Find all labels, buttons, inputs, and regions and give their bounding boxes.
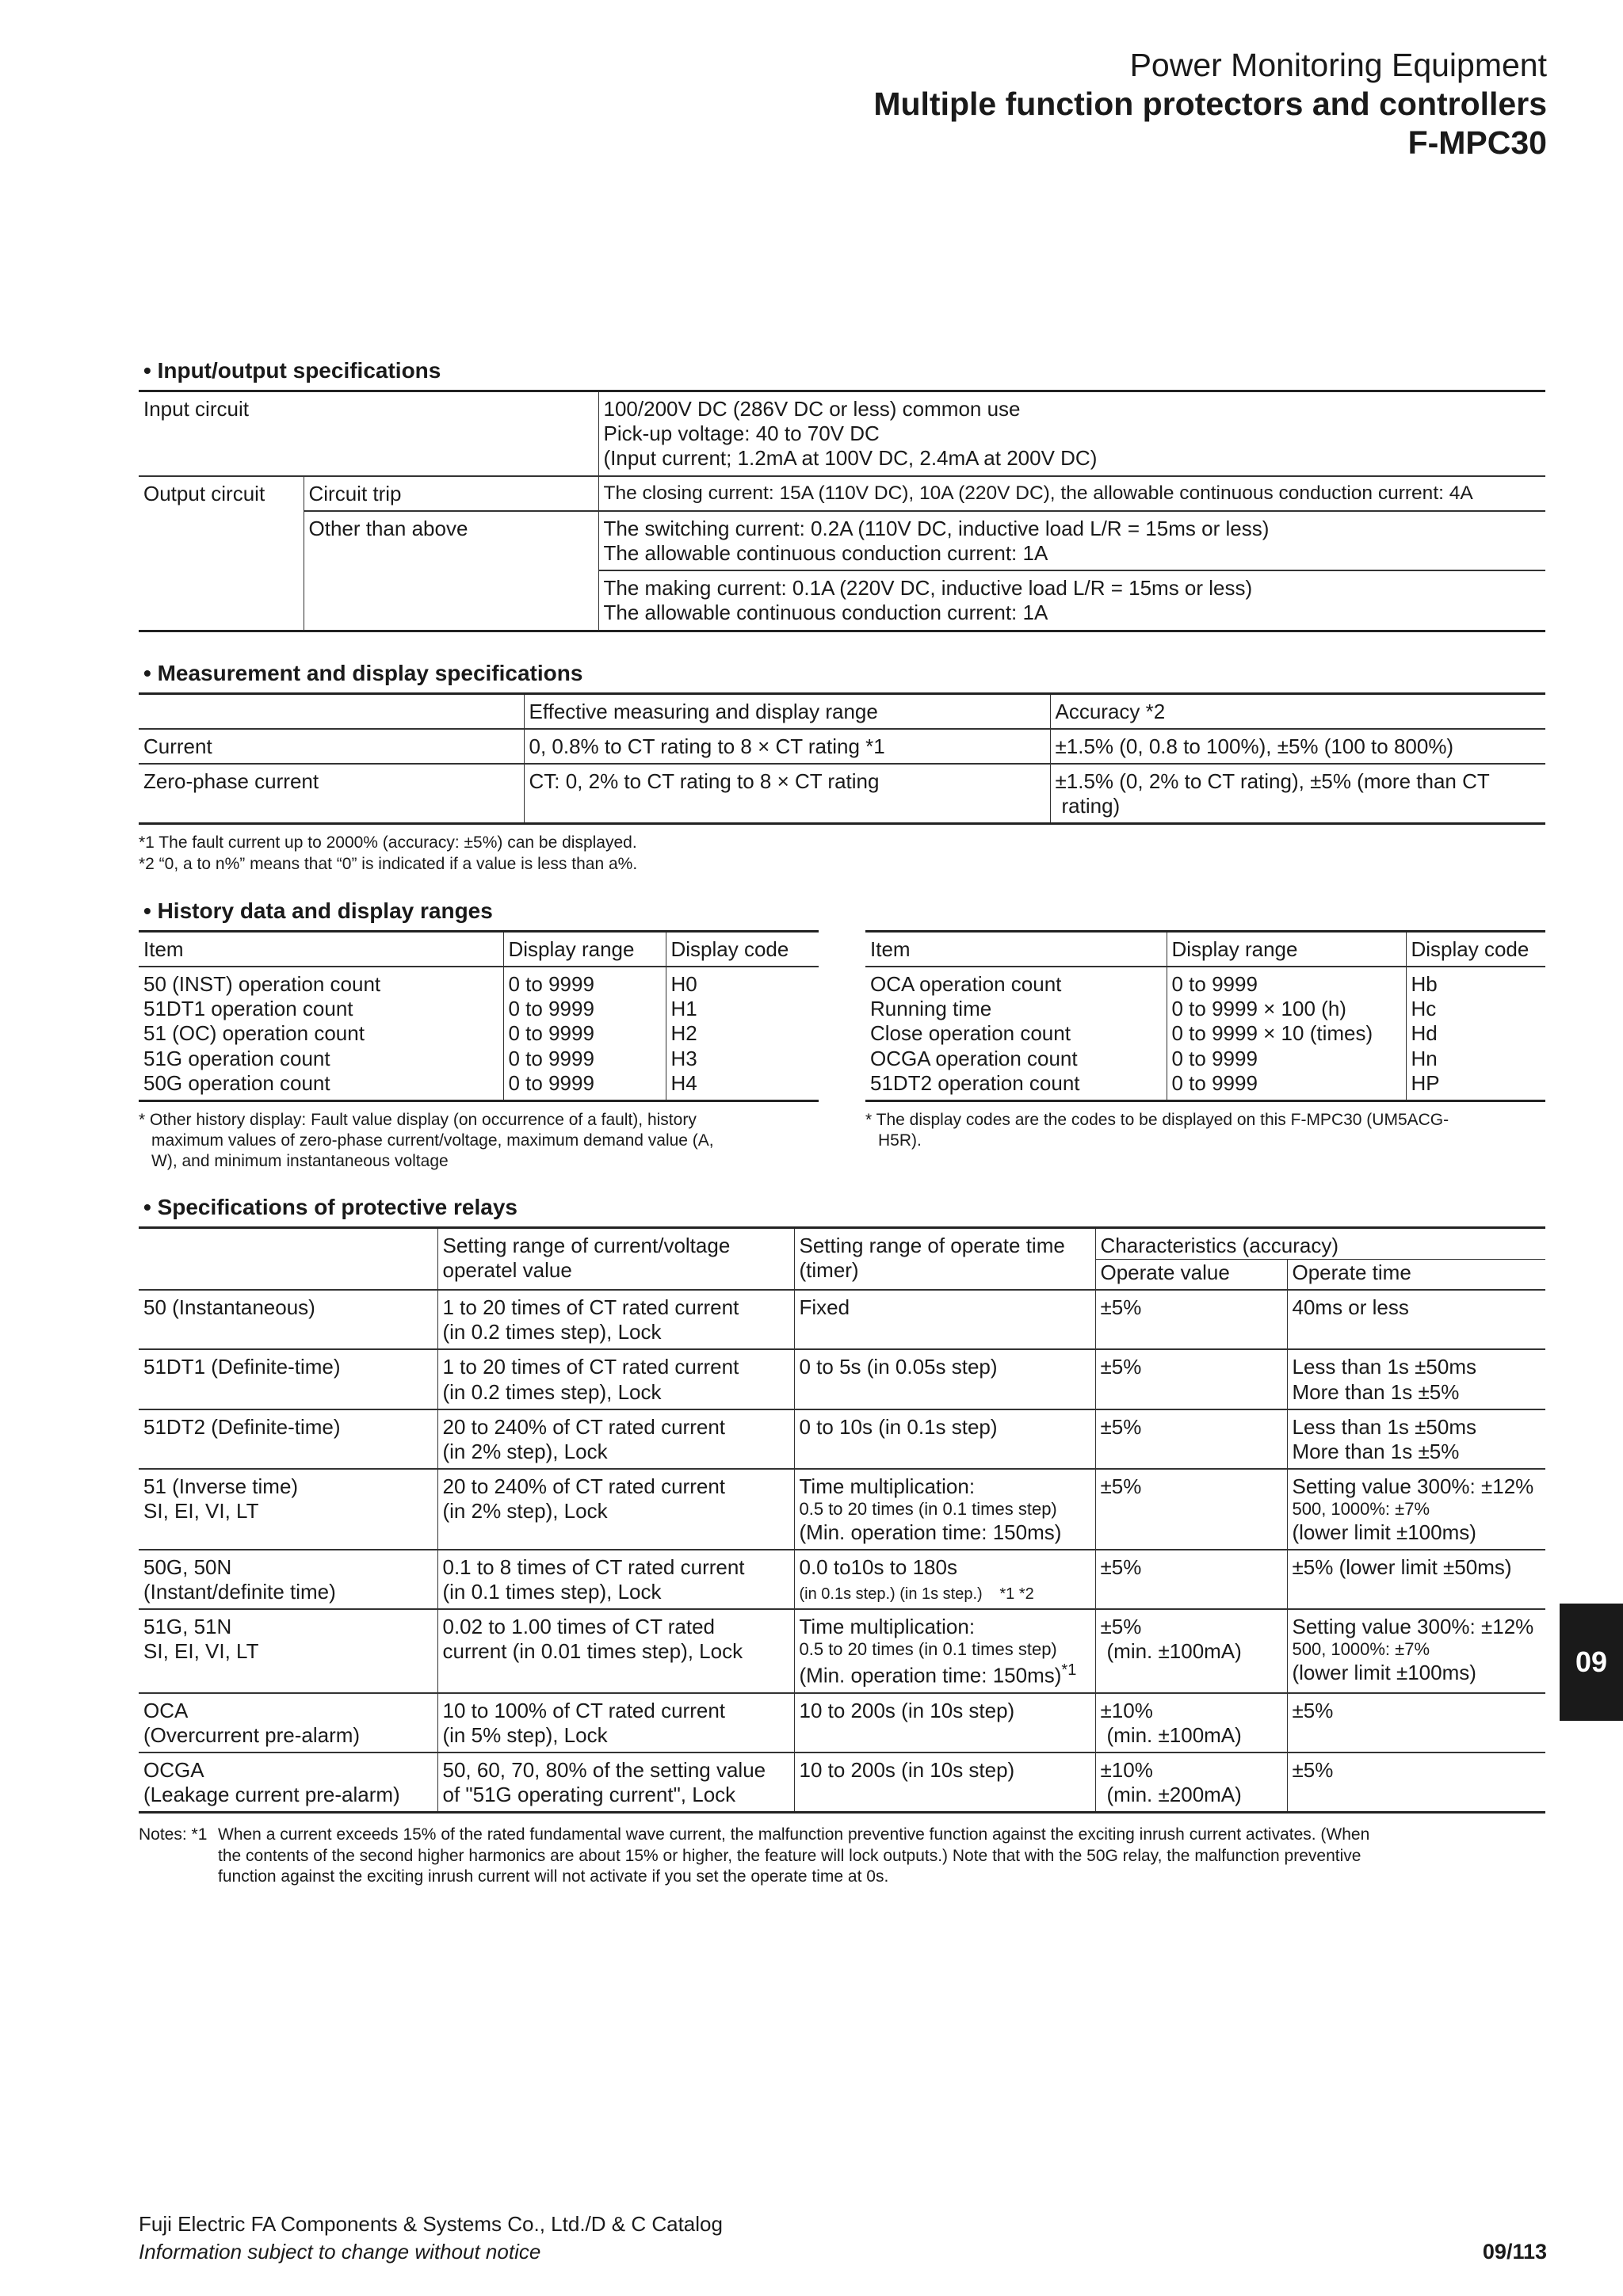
hist-ranges: 0 to 9999 0 to 9999 0 to 9999 0 to 9999 0 to 9999 bbox=[503, 967, 666, 1100]
hist-codes: Hb Hc Hd Hn HP bbox=[1406, 967, 1545, 1100]
io-section-title: • Input/output specifications bbox=[143, 358, 441, 383]
meas-table bbox=[139, 692, 1545, 826]
table-row: 50 (Instantaneous) 1 to 20 times of CT rated current (in 0.2 times step), Lock Fixed ±5% 40ms or less bbox=[139, 1290, 1545, 1349]
hist-col-range: Display range bbox=[1167, 931, 1406, 967]
hist-section-title: • History data and display ranges bbox=[143, 898, 493, 923]
io-output-label: Output circuit bbox=[143, 481, 265, 505]
io-input-label: Input circuit bbox=[143, 397, 249, 421]
meas-accuracy: ±1.5% (0, 0.8 to 100%), ±5% (100 to 800%) bbox=[1050, 729, 1545, 764]
meas-range: 0, 0.8% to CT rating to 8 × CT rating *1 bbox=[524, 729, 1050, 764]
io-trip-value: The closing current: 15A (110V DC), 10A (220V DC), the allowable continuous conduction current: 4A bbox=[598, 476, 1545, 511]
meas-notes: *1 The fault current up to 2000% (accuracy: ±5%) can be displayed. *2 “0, a to n%” means that “0” is indicated if a value is less than a%. bbox=[139, 833, 638, 873]
hist-codes: H0 H1 H2 H3 H4 bbox=[666, 967, 819, 1100]
chapter-tab: 09 bbox=[1560, 1604, 1623, 1721]
header-category: Power Monitoring Equipment bbox=[1129, 47, 1547, 83]
hist-note-right: * The display codes are the codes to be displayed on this F-MPC30 (UM5ACG- H5R). bbox=[865, 1110, 1449, 1150]
hist-table-right bbox=[865, 930, 1545, 1102]
io-other-label: Other than above bbox=[304, 511, 598, 631]
prot-col-setting: Setting range of current/voltage operatel value bbox=[437, 1227, 794, 1290]
header-title: Multiple function protectors and controllers bbox=[873, 86, 1547, 123]
hist-col-code: Display code bbox=[666, 931, 819, 967]
io-table bbox=[139, 390, 1545, 632]
hist-items: 50 (INST) operation count 51DT1 operation count 51 (OC) operation count 51G operation count 50G operation count bbox=[143, 971, 381, 1095]
hist-tables bbox=[139, 930, 1545, 1173]
prot-col-char: Characteristics (accuracy) bbox=[1095, 1227, 1545, 1259]
table-row: 51DT1 (Definite-time) 1 to 20 times of CT rated current (in 0.2 times step), Lock 0 to 5s (in 0.05s step) ±5% Less than 1s ±50ms More than 1s ±5% bbox=[139, 1349, 1545, 1409]
io-other-value-1: The switching current: 0.2A (110V DC, inductive load L/R = 15ms or less) The allowable continuous conduction current: 1A bbox=[598, 511, 1545, 570]
hist-col-item: Item bbox=[870, 936, 911, 961]
prot-section-title: • Specifications of protective relays bbox=[143, 1194, 517, 1219]
table-row: OCGA (Leakage current pre-alarm) 50, 60, 70, 80% of the setting value of "51G operating current", Lock 10 to 200s (in 10s step) ±10% (min. ±200mA) ±5% bbox=[139, 1753, 1545, 1813]
table-row: 50G, 50N (Instant/definite time) 0.1 to 8 times of CT rated current (in 0.1 times step), Lock 0.0 to10s to 180s (in 0.1s step.) (in 1s step.) *1 *2 ±5% ±5% (lower limit ±50ms) bbox=[139, 1550, 1545, 1609]
hist-items: OCA operation count Running time Close operation count OCGA operation count 51DT2 operation count bbox=[870, 971, 1080, 1095]
hist-col-range: Display range bbox=[503, 931, 666, 967]
header-model: F-MPC30 bbox=[1407, 124, 1547, 162]
hist-right bbox=[865, 930, 1545, 1173]
table-row: 51DT2 (Definite-time) 20 to 240% of CT rated current (in 2% step), Lock 0 to 10s (in 0.1s step) ±5% Less than 1s ±50ms More than 1s ±5% bbox=[139, 1409, 1545, 1469]
meas-col-range: Effective measuring and display range bbox=[524, 693, 1050, 729]
prot-table bbox=[139, 1226, 1545, 1814]
table-row: 51 (Inverse time) SI, EI, VI, LT 20 to 240% of CT rated current (in 2% step), Lock Time multiplication: 0.5 to 20 times (in 0.1 times step) (Min. operation time: 150ms) ±5% Setting value 300%: ±12% 500, 1000%: ±7% (lower limit ±100ms) bbox=[139, 1469, 1545, 1550]
hist-col-item: Item bbox=[143, 936, 184, 961]
table-row: 51G, 51N SI, EI, VI, LT 0.02 to 1.00 times of CT rated current (in 0.01 times step), Lock Time multiplication: 0.5 to 20 times (in 0.1 times step) (Min. operation time: 150ms)$^{*1}$ ±5% (min. ±100mA) Setting value 300%: ±12% 500, 1000%: ±7% (lower limit ±100ms) bbox=[139, 1609, 1545, 1692]
table-row: OCA (Overcurrent pre-alarm) 10 to 100% of CT rated current (in 5% step), Lock 10 to 200s (in 10s step) ±10% (min. ±100mA) ±5% bbox=[139, 1693, 1545, 1753]
io-input-value: 100/200V DC (286V DC or less) common use Pick-up voltage: 40 to 70V DC (Input current; 1.2mA at 100V DC, 2.4mA at 200V DC) bbox=[598, 391, 1545, 476]
meas-col-accuracy: Accuracy *2 bbox=[1050, 693, 1545, 729]
meas-section-title: • Measurement and display specifications bbox=[143, 660, 583, 685]
meas-range: CT: 0, 2% to CT rating to 8 × CT rating bbox=[524, 764, 1050, 824]
hist-table-left bbox=[139, 930, 819, 1102]
page-footer bbox=[139, 2210, 1547, 2266]
meas-item: Zero-phase current bbox=[143, 769, 319, 793]
meas-accuracy: ±1.5% (0, 2% to CT rating), ±5% (more than CT rating) bbox=[1050, 764, 1545, 824]
footer-company: Fuji Electric FA Components & Systems Co., Ltd./D & C Catalog bbox=[139, 2212, 723, 2236]
io-trip-label: Circuit trip bbox=[304, 476, 598, 511]
hist-note-left: * Other history display: Fault value display (on occurrence of a fault), history maximum values of zero-phase current/voltage, maximum demand value (A, W), and minimum instantaneous voltage bbox=[139, 1110, 714, 1171]
hist-ranges: 0 to 9999 0 to 9999 × 100 (h) 0 to 9999 × 10 (times) 0 to 9999 0 to 9999 bbox=[1167, 967, 1406, 1100]
hist-col-code: Display code bbox=[1406, 931, 1545, 967]
io-other-value-2: The making current: 0.1A (220V DC, inductive load L/R = 15ms or less) The allowable continuous conduction current: 1A bbox=[598, 570, 1545, 631]
meas-item: Current bbox=[143, 734, 212, 758]
page-content bbox=[139, 358, 1545, 1887]
prot-col-optime: Operate time bbox=[1287, 1259, 1545, 1290]
prot-col-time: Setting range of operate time (timer) bbox=[794, 1227, 1095, 1290]
page-header bbox=[873, 46, 1547, 163]
page-number: 09/113 bbox=[1482, 2239, 1547, 2264]
prot-notes: Notes: *1 When a current exceeds 15% of the rated fundamental wave current, the malfunction preventive function against the exciting inrush current activates. (When the contents of the second higher harmonics are about 15% or higher, the feature will lock outputs.) Note that with the 50G relay, the malfunction preventive function against the exciting inrush current will not activate if you set the operate time at 0s. bbox=[139, 1825, 1370, 1886]
footer-notice: Information subject to change without notice bbox=[139, 2240, 541, 2264]
hist-left bbox=[139, 930, 819, 1173]
prot-col-opval: Operate value bbox=[1095, 1259, 1287, 1290]
